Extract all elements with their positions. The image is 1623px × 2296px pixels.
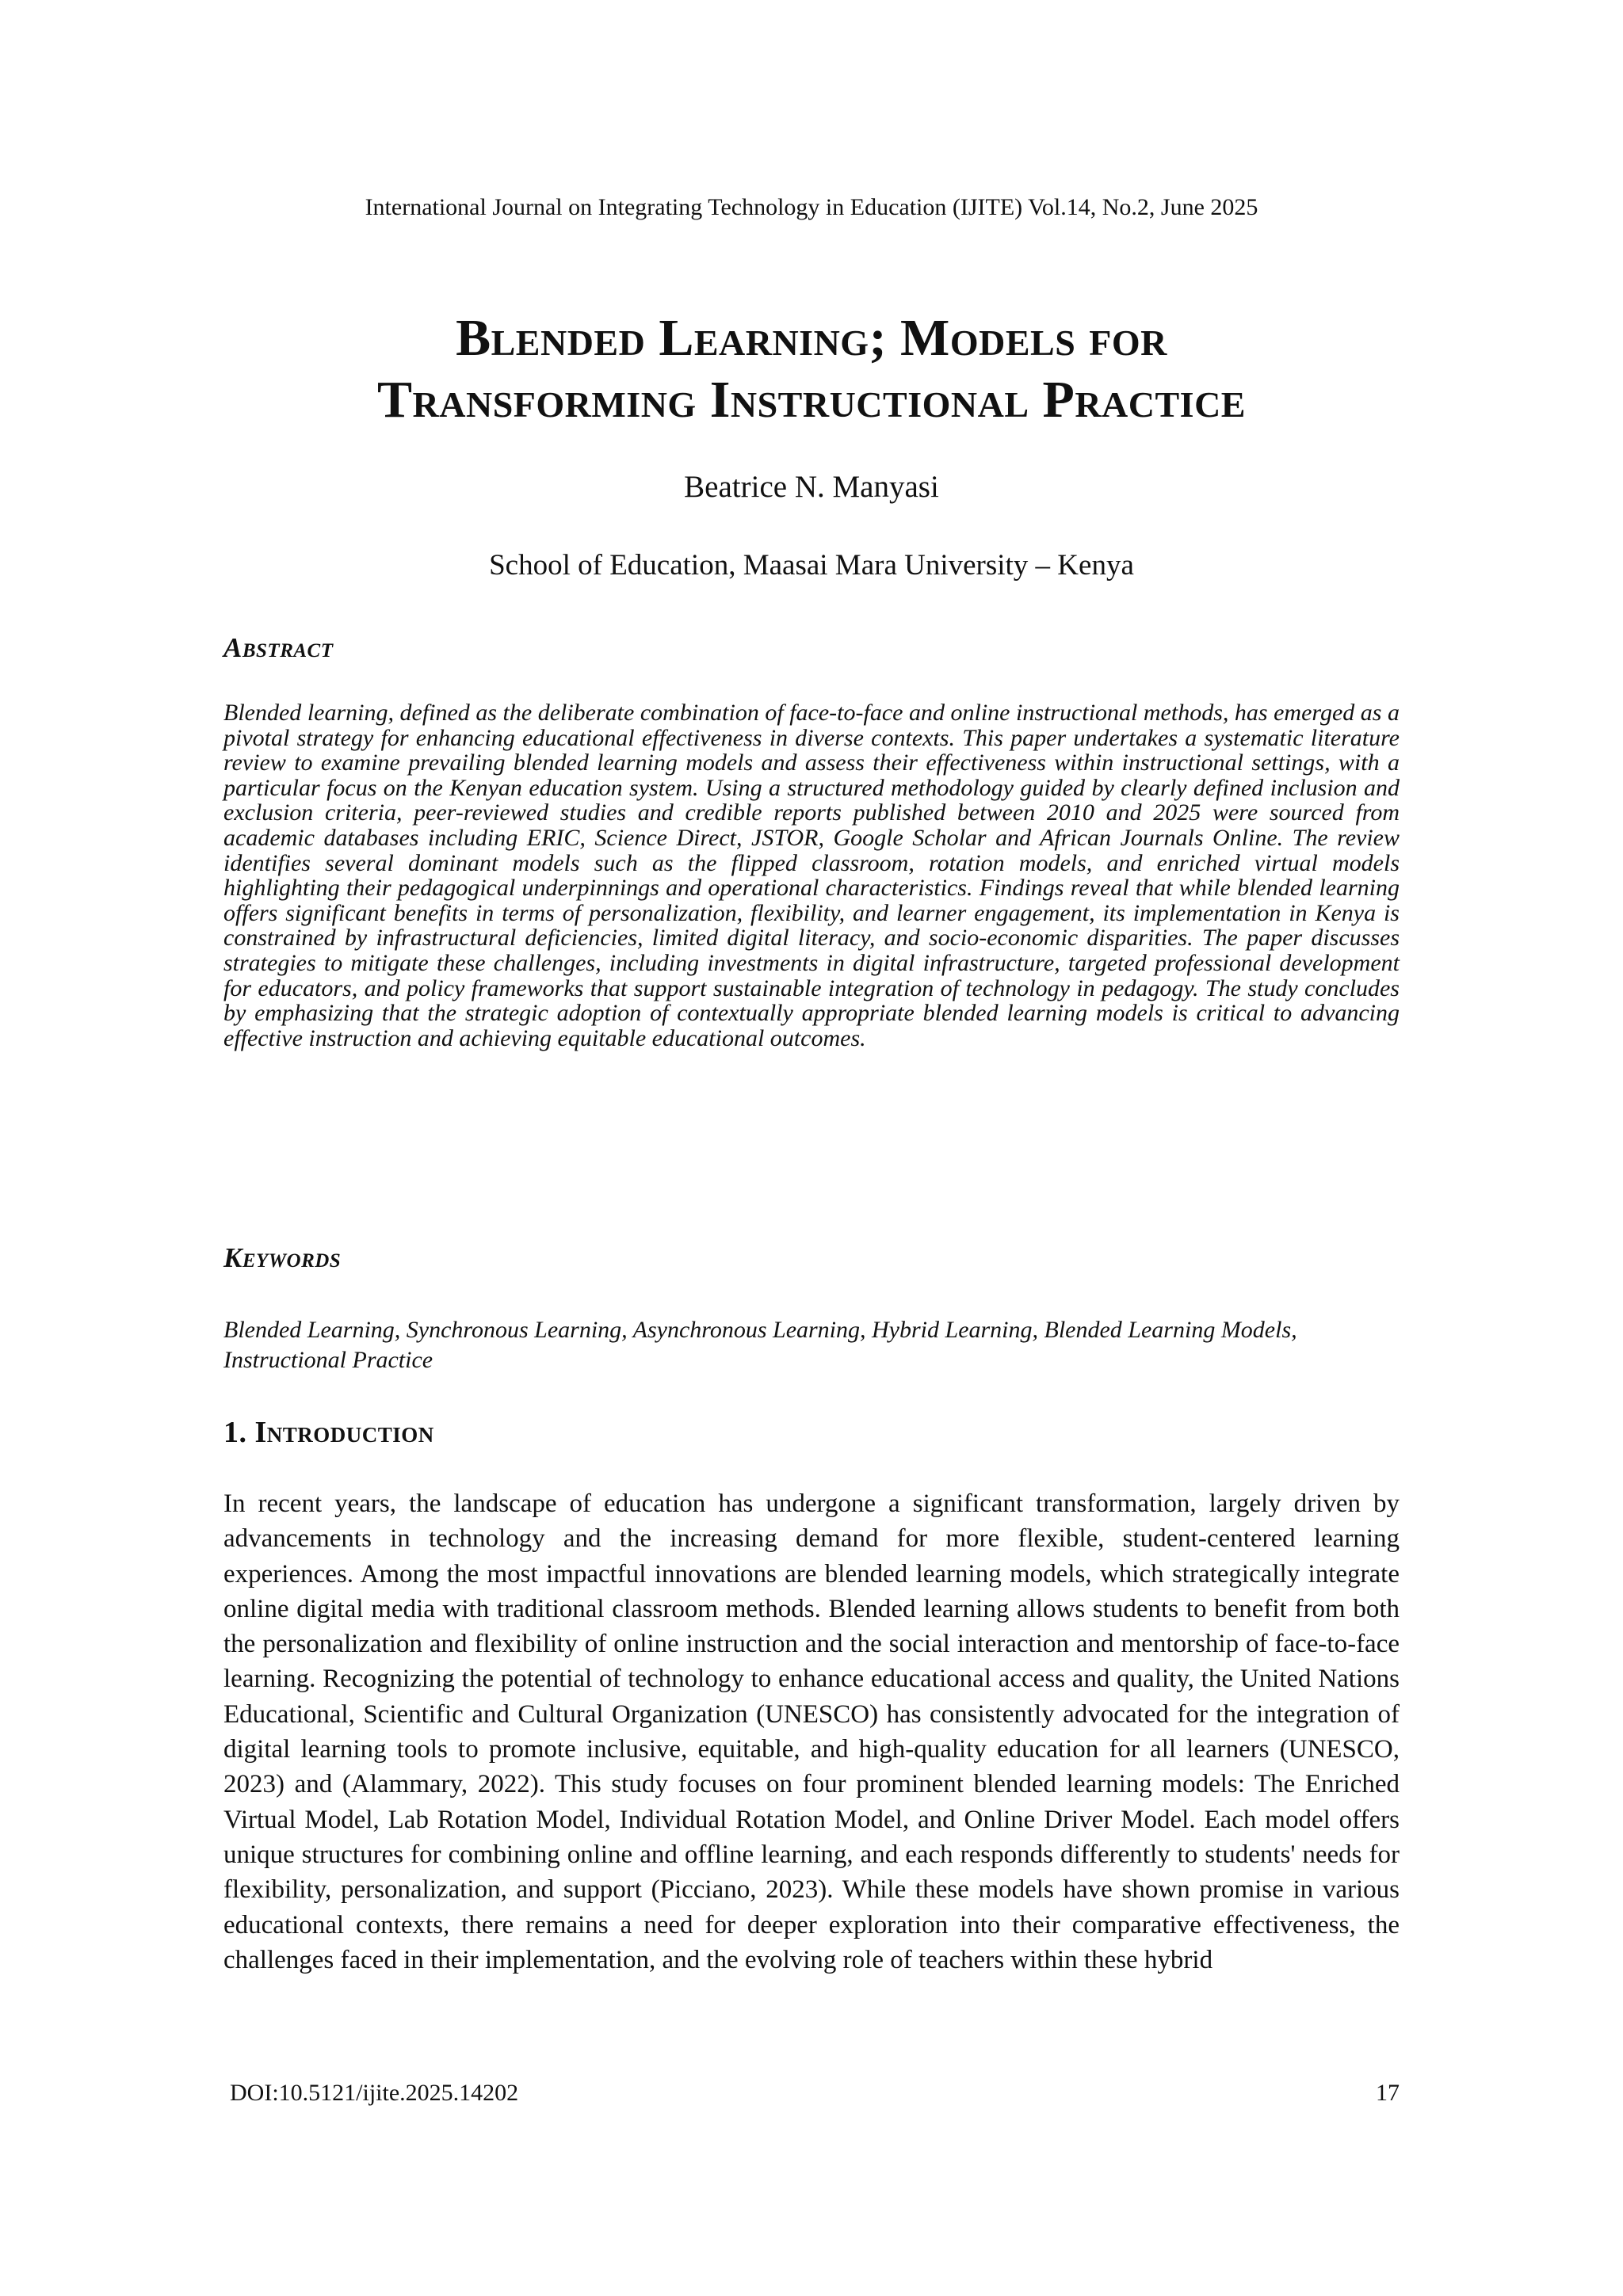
- keywords-heading: Keywords: [223, 1242, 342, 1273]
- abstract-heading: Abstract: [223, 632, 334, 663]
- introduction-text: In recent years, the landscape of education has undergone a significant transformation, largely driven by advancements in technology and the increasing demand for more flexible, student-centered learning experiences. Among the most impactful innovations are blended learning models, which strategically integrate online digital media with traditional classroom methods. Blended learning allows students to benefit from both the personalization and flexibility of online instruction and the social interaction and mentorship of face-to-face learning. Recognizing the potential of technology to enhance educational access and quality, the United Nations Educational, Scientific and Cultural Organization (UNESCO) has consistently advocated for the integration of digital learning tools to promote inclusive, equitable, and high-quality education for all learners (UNESCO, 2023) and (Alammary, 2022). This study focuses on four prominent blended learning models: The Enriched Virtual Model, Lab Rotation Model, Individual Rotation Model, and Online Driver Model. Each model offers unique structures for combining online and offline learning, and each responds differently to students' needs for flexibility, personalization, and support (Picciano, 2023). While these models have shown promise in various educational contexts, there remains a need for deeper exploration into their comparative effectiveness, the challenges faced in their implementation, and the evolving role of teachers within these hybrid: [223, 1489, 1400, 1974]
- footer-doi: DOI:10.5121/ijite.2025.14202: [230, 2080, 519, 2106]
- author-name: Beatrice N. Manyasi: [684, 470, 939, 504]
- keywords-text: Blended Learning, Synchronous Learning, Asynchronous Learning, Hybrid Learning, Blended Learning Models, Instructional Practice: [223, 1317, 1297, 1373]
- paper-title: [0, 307, 1623, 431]
- page-number: 17: [1376, 2080, 1400, 2106]
- paper-title-line-2: Transforming Instructional Practice: [377, 371, 1246, 429]
- author-affiliation: School of Education, Maasai Mara University – Kenya: [489, 549, 1134, 582]
- abstract-text: Blended learning, defined as the deliberate combination of face-to-face and online instructional methods, has emerged as a pivotal strategy for enhancing educational effectiveness in diverse contexts. This paper undertakes a systematic literature review to examine prevailing blended learning models and assess their effectiveness within instructional settings, with a particular focus on the Kenyan education system. Using a structured methodology guided by clearly defined inclusion and exclusion criteria, peer-reviewed studies and credible reports published between 2010 and 2025 were sourced from academic databases including ERIC, Science Direct, JSTOR, Google Scholar and African Journals Online. The review identifies several dominant models such as the flipped classroom, rotation models, and enriched virtual models highlighting their pedagogical underpinnings and operational characteristics. Findings reveal that while blended learning offers significant benefits in terms of personalization, flexibility, and learner engagement, its implementation in Kenya is constrained by infrastructural deficiencies, limited digital literacy, and socio-economic disparities. The paper discusses strategies to mitigate these challenges, including investments in digital infrastructure, targeted professional development for educators, and policy frameworks that support sustainable integration of technology in pedagogy. The study concludes by emphasizing that the strategic adoption of contextually appropriate blended learning models is critical to advancing effective instruction and achieving equitable educational outcomes.: [223, 700, 1400, 1051]
- running-header: International Journal on Integrating Technology in Education (IJITE) Vol.14, No.2, June 2025: [365, 194, 1258, 220]
- introduction-heading: 1. Introduction: [223, 1416, 434, 1449]
- paper-title-line-1: Blended Learning; Models for: [456, 309, 1167, 367]
